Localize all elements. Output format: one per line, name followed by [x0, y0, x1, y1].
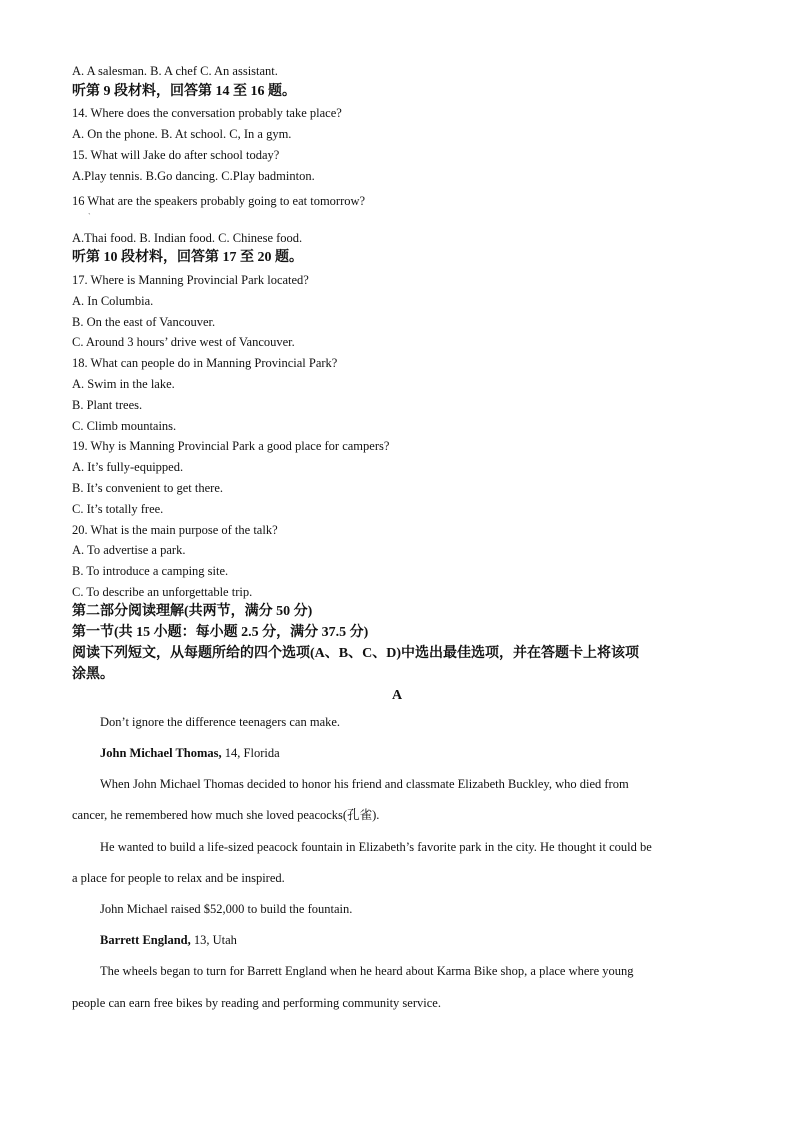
- paragraph1-line2: cancer, he remembered how much she loved peacocks(孔雀).: [72, 808, 380, 822]
- q17-option-c: C. Around 3 hours’ drive west of Vancouver.: [72, 335, 295, 349]
- person1-info: 14, Florida: [221, 746, 280, 760]
- q20-option-b: B. To introduce a camping site.: [72, 564, 229, 578]
- q20-option-a: A. To advertise a park.: [72, 543, 186, 557]
- q13-options: A. A salesman. B. A chef C. An assistant.: [72, 64, 278, 78]
- q14-options: A. On the phone. B. At school. C, In a gym.: [72, 127, 292, 141]
- paragraph4-line2: people can earn free bikes by reading and performing community service.: [72, 996, 441, 1010]
- q19-option-a: A. It’s fully-equipped.: [72, 460, 184, 474]
- question-17: 17. Where is Manning Provincial Park located?: [72, 273, 309, 287]
- section10-heading: 听第 10 段材料，回答第 17 至 20 题。: [72, 250, 303, 265]
- passage-intro: Don’t ignore the difference teenagers can make.: [100, 715, 341, 729]
- person1-name: John Michael Thomas,: [100, 746, 222, 760]
- part2-heading: 第二部分阅读理解(共两节，满分 50 分): [72, 604, 313, 619]
- paragraph3: John Michael raised $52,000 to build the fountain.: [100, 902, 353, 916]
- q18-option-a: A. Swim in the lake.: [72, 377, 175, 391]
- person2-heading: [100, 932, 237, 948]
- question-16: 16 What are the speakers probably going to eat tomorrow?: [72, 194, 366, 208]
- q19-option-c: C. It’s totally free.: [72, 502, 164, 516]
- section1-heading: 第一节(共 15 小题：每小题 2.5 分，满分 37.5 分): [72, 625, 369, 640]
- q15-options: A.Play tennis. B.Go dancing. C.Play badminton.: [72, 169, 315, 183]
- paragraph4-line1: The wheels began to turn for Barrett England when he heard about Karma Bike shop, a place where young: [100, 964, 634, 978]
- q20-option-c: C. To describe an unforgettable trip.: [72, 585, 253, 599]
- question-18: 18. What can people do in Manning Provincial Park?: [72, 356, 338, 370]
- q18-option-b: B. Plant trees.: [72, 398, 143, 412]
- question-14: 14. Where does the conversation probably take place?: [72, 106, 342, 120]
- person1-heading: [100, 745, 280, 761]
- q18-option-c: C. Climb mountains.: [72, 419, 177, 433]
- person2-info: 13, Utah: [190, 933, 237, 947]
- paragraph2-line2: a place for people to relax and be inspired.: [72, 871, 285, 885]
- q17-option-b: B. On the east of Vancouver.: [72, 315, 216, 329]
- question-15: 15. What will Jake do after school today?: [72, 148, 280, 162]
- passage-label: A: [391, 688, 403, 703]
- q17-option-a: A. In Columbia.: [72, 294, 154, 308]
- section9-heading: 听第 9 段材料，回答第 14 至 16 题。: [72, 84, 296, 99]
- question-19: 19. Why is Manning Provincial Park a good place for campers?: [72, 439, 390, 453]
- question-20: 20. What is the main purpose of the talk?: [72, 523, 278, 537]
- instruction-line-1: 阅读下列短文，从每题所给的四个选项(A、B、C、D)中选出最佳选项，并在答题卡上将该项: [72, 646, 639, 661]
- paragraph1-line1: When John Michael Thomas decided to honor his friend and classmate Elizabeth Buckley, who died from: [100, 777, 629, 791]
- stray-mark: `: [88, 212, 91, 221]
- q16-options: A.Thai food. B. Indian food. C. Chinese food.: [72, 231, 303, 245]
- instruction-line-2: 涂黑。: [72, 667, 114, 682]
- q19-option-b: B. It’s convenient to get there.: [72, 481, 224, 495]
- person2-name: Barrett England,: [100, 933, 191, 947]
- paragraph2-line1: He wanted to build a life-sized peacock fountain in Elizabeth’s favorite park in the city. He thought it could be: [100, 840, 652, 854]
